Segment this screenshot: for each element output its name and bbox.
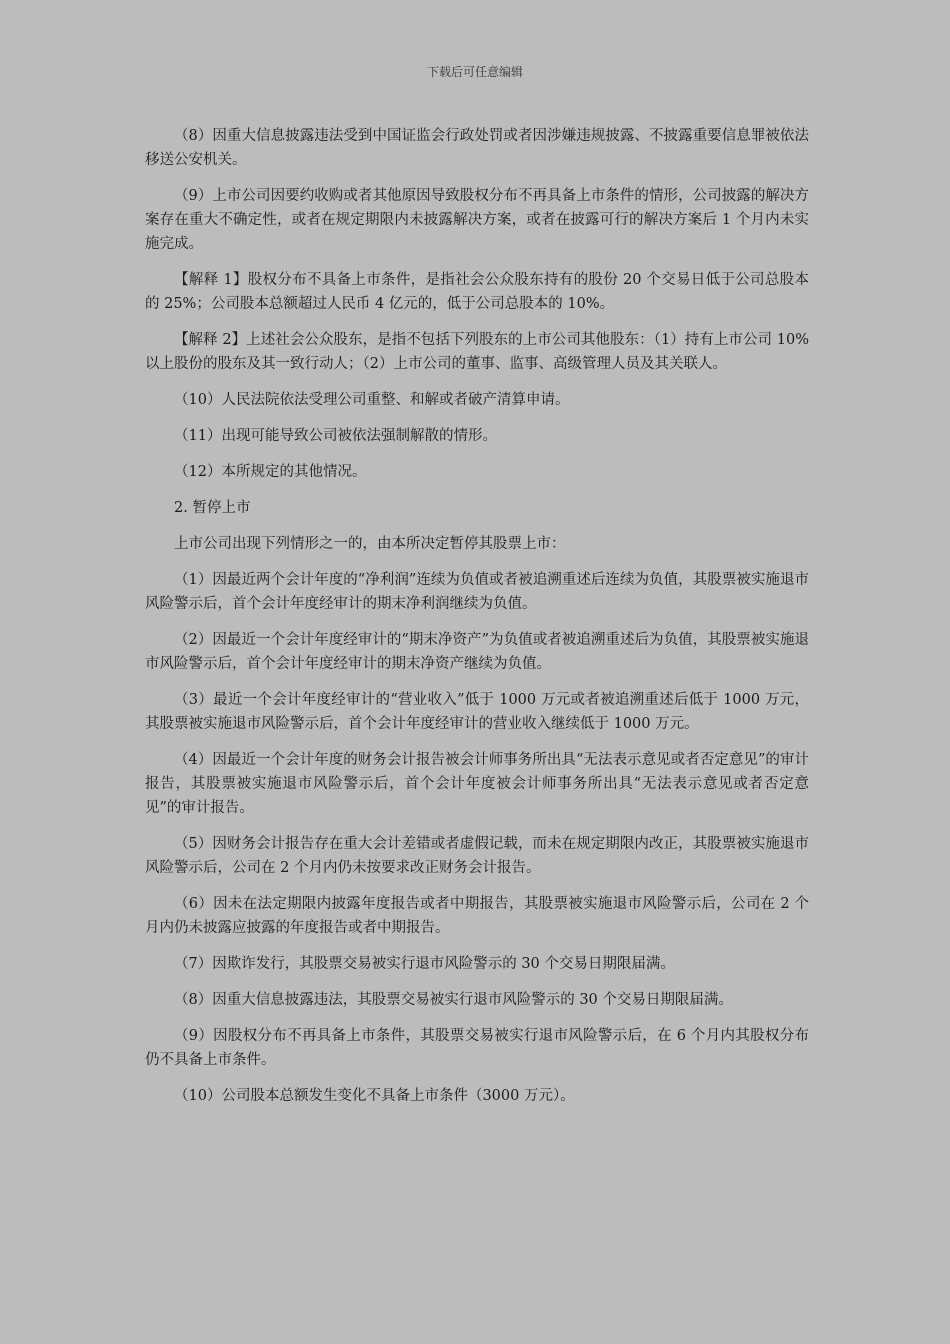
paragraph-12-other: （12）本所规定的其他情况。 [174,464,367,480]
paragraph-explanation-1: 【解释 1】股权分布不具备上市条件，是指社会公众股东持有的股份 20 个交易日低于公司总股本的 25%；公司股本总额超过人民币 4 亿元的，低于公司总股本的 10%。 [145,272,809,312]
paragraph-suspension-3: （3）最近一个会计年度经审计的“营业收入”低于 1000 万元或者被追溯重述后低于 1000 万元，其股票被实施退市风险警示后，首个会计年度经审计的营业收入继续低于 1000 万元。 [145,692,809,732]
paragraph-11-dissolution: （11）出现可能导致公司被依法强制解散的情形。 [174,428,497,444]
paragraph-10-court: （10）人民法院依法受理公司重整、和解或者破产清算申请。 [174,392,570,408]
paragraph-suspension-1: （1）因最近两个会计年度的“净利润”连续为负值或者被追溯重述后连续为负值，其股票被实施退市风险警示后，首个会计年度经审计的期末净利润继续为负值。 [145,572,809,612]
paragraph-suspension-6: （6）因未在法定期限内披露年度报告或者中期报告，其股票被实施退市风险警示后，公司在 2 个月内仍未披露应披露的年度报告或者中期报告。 [145,896,809,936]
paragraph-suspension-9: （9）因股权分布不再具备上市条件，其股票交易被实行退市风险警示后，在 6 个月内其股权分布仍不具备上市条件。 [145,1028,809,1068]
section-heading-suspension: 2. 暂停上市 [174,500,251,516]
paragraph-suspension-7: （7）因欺诈发行，其股票交易被实行退市风险警示的 30 个交易日期限届满。 [174,956,675,972]
paragraph-suspension-10: （10）公司股本总额发生变化不具备上市条件（3000 万元）。 [174,1088,575,1104]
paragraph-suspension-4: （4）因最近一个会计年度的财务会计报告被会计师事务所出具“无法表示意见或者否定意见”的审计报告，其股票被实施退市风险警示后，首个会计年度被会计师事务所出具“无法表示意见或者否定意见”的审计报告。 [145,752,809,816]
paragraph-suspension-8: （8）因重大信息披露违法，其股票交易被实行退市风险警示的 30 个交易日期限届满。 [174,992,733,1008]
paragraph-suspension-5: （5）因财务会计报告存在重大会计差错或者虚假记载，而未在规定期限内改正，其股票被实施退市风险警示后，公司在 2 个月内仍未按要求改正财务会计报告。 [145,836,809,876]
paragraph-suspension-intro: 上市公司出现下列情形之一的，由本所决定暂停其股票上市： [174,536,566,552]
paragraph-9-tender-offer: （9）上市公司因要约收购或者其他原因导致股权分布不再具备上市条件的情形，公司披露的解决方案存在重大不确定性，或者在规定期限内未披露解决方案，或者在披露可行的解决方案后 1 个月内未实施完成。 [145,188,809,252]
page-header: 下载后可任意编辑 [426,65,523,79]
paragraph-explanation-2: 【解释 2】上述社会公众股东，是指不包括下列股东的上市公司其他股东：（1）持有上市公司 10%以上股份的股东及其一致行动人；（2）上市公司的董事、监事、高级管理人员及其关联人。 [145,332,809,372]
document-body [145,124,809,1120]
paragraph-8-info-disclosure: （8）因重大信息披露违法受到中国证监会行政处罚或者因涉嫌违规披露、不披露重要信息罪被依法移送公安机关。 [145,128,809,168]
paragraph-suspension-2: （2）因最近一个会计年度经审计的“期末净资产”为负值或者被追溯重述后为负值，其股票被实施退市风险警示后，首个会计年度经审计的期末净资产继续为负值。 [145,632,809,672]
